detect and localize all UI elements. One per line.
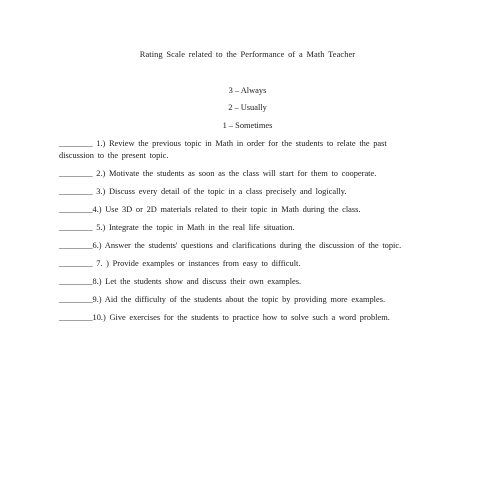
rating-item <box>59 204 454 216</box>
rating-blank[interactable]: ________ <box>59 240 93 250</box>
rating-blank[interactable]: ________ <box>59 277 93 287</box>
rating-blank[interactable]: ________ <box>59 168 93 178</box>
rating-blank[interactable]: ________ <box>59 222 93 232</box>
scale-option-usually: 2 – Usually <box>228 103 267 112</box>
rating-blank[interactable]: ________ <box>59 139 93 148</box>
rating-item-text: 4.) Use 3D or 2D materials related to their topic in Math during the class. <box>92 204 361 214</box>
rating-item <box>59 294 454 306</box>
scale-option-always: 3 – Always <box>228 86 267 95</box>
rating-item-text-continued: discussion to the present topic. <box>59 150 169 160</box>
rating-item-text: 9.) Aid the difficulty of the students about the topic by providing more examples. <box>92 295 386 305</box>
rating-blank[interactable]: ________ <box>59 186 93 196</box>
rating-blank[interactable]: ________ <box>59 313 93 323</box>
rating-item <box>59 138 454 161</box>
rating-item <box>59 186 454 198</box>
rating-item-text: 8.) Let the students show and discuss their own examples. <box>92 277 302 287</box>
rating-item <box>59 240 454 252</box>
rating-item-text: 6.) Answer the students' questions and clarifications during the discussion of the topic. <box>92 240 402 250</box>
rating-item-text: 1.) Review the previous topic in Math in order for the students to relate the past <box>92 139 387 148</box>
rating-item-text: 5.) Integrate the topic in Math in the real life situation. <box>92 222 295 232</box>
rating-blank[interactable]: ________ <box>59 204 93 214</box>
rating-item-text: 3.) Discuss every detail of the topic in a class precisely and logically. <box>92 186 347 196</box>
rating-item <box>59 258 454 270</box>
rating-items-list <box>59 138 454 330</box>
rating-item <box>59 222 454 234</box>
rating-blank[interactable]: ________ <box>59 295 93 305</box>
scale-option-sometimes: 1 – Sometimes <box>222 121 273 130</box>
rating-item-text: 10.) Give exercises for the students to practice how to solve such a word problem. <box>92 313 390 323</box>
rating-item <box>59 312 454 324</box>
rating-item-text: 7. ) Provide examples or instances from easy to difficult. <box>92 259 301 269</box>
rating-item-text: 2.) Motivate the students as soon as the class will start for them to cooperate. <box>92 168 377 178</box>
rating-blank[interactable]: ________ <box>59 259 93 269</box>
rating-item <box>59 276 454 288</box>
rating-item <box>59 168 454 180</box>
document-title: Rating Scale related to the Performance of a Math Teacher <box>139 50 356 59</box>
